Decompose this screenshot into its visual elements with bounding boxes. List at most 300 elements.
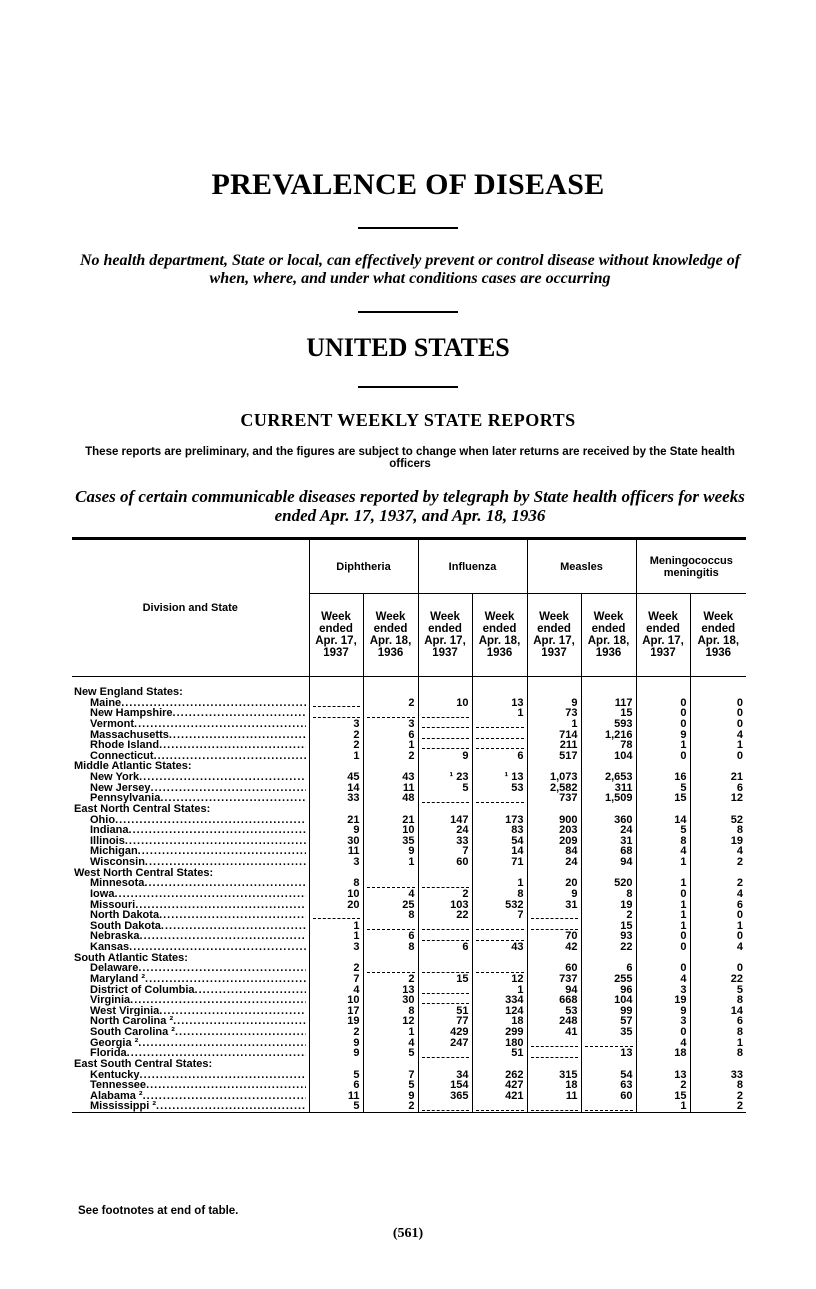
cell-value: 2 (418, 889, 472, 900)
cell-value: 9 (363, 1091, 418, 1102)
cell-value: 15 (636, 793, 690, 804)
state-label: Massachusetts (90, 729, 169, 741)
cell-value (363, 761, 418, 772)
cell-value: 33 (690, 1070, 746, 1081)
cell-value: 365 (418, 1091, 472, 1102)
country-rule (358, 386, 458, 388)
cell-value: 1 (472, 985, 527, 996)
no-report-dash (422, 933, 469, 941)
cell-value: 5 (363, 1048, 418, 1059)
cell-value: 70 (527, 931, 581, 942)
cell-value: 668 (527, 995, 581, 1006)
state-label: Maryland ² (90, 973, 146, 985)
cell-value (472, 921, 527, 932)
cell-value (581, 868, 636, 879)
cell-value: 84 (527, 846, 581, 857)
cell-value (581, 953, 636, 964)
cell-value: 51 (472, 1048, 527, 1059)
division-row (72, 804, 746, 815)
cell-value: 4 (309, 985, 363, 996)
no-report-dash (531, 911, 578, 919)
leader-dots (144, 878, 305, 889)
cell-value (527, 953, 581, 964)
cell-value (363, 963, 418, 974)
cell-value: 42 (527, 942, 581, 953)
state-name (72, 815, 309, 826)
cell-value: 4 (363, 1038, 418, 1049)
cell-value: 41 (527, 1027, 581, 1038)
cell-value: 1 (636, 910, 690, 921)
cell-value: 9 (309, 1038, 363, 1049)
cell-value: 51 (418, 1006, 472, 1017)
state-row (72, 995, 746, 1006)
cell-value: 68 (581, 846, 636, 857)
state-name (72, 793, 309, 804)
cell-value: 9 (527, 698, 581, 709)
cell-value: 1 (636, 900, 690, 911)
cell-value (581, 1059, 636, 1070)
cell-value: 30 (363, 995, 418, 1006)
cell-value: 0 (636, 698, 690, 709)
cell-value: 54 (472, 836, 527, 847)
cell-value: 24 (527, 857, 581, 868)
state-label: Georgia ² (90, 1037, 139, 1049)
cell-value: 9 (636, 1006, 690, 1017)
cell-value (527, 804, 581, 815)
footnote-reference: See footnotes at end of table. (78, 1205, 239, 1217)
cell-value (636, 953, 690, 964)
state-label: Michigan (90, 846, 138, 857)
cell-value: 2 (690, 1091, 746, 1102)
cell-value: 315 (527, 1070, 581, 1081)
cell-value: 1 (636, 878, 690, 889)
cell-value (527, 677, 581, 698)
cell-value (472, 1101, 527, 1112)
cell-value: 53 (527, 1006, 581, 1017)
cell-value: 3 (309, 942, 363, 953)
cell-value: 21 (690, 772, 746, 783)
cell-value: 20 (527, 878, 581, 889)
division-row (72, 953, 746, 964)
cell-value (636, 761, 690, 772)
cell-value: 77 (418, 1016, 472, 1027)
cell-value: 16 (636, 772, 690, 783)
cell-value: 3 (309, 857, 363, 868)
no-report-dash (476, 731, 524, 739)
cell-value (418, 708, 472, 719)
state-row (72, 846, 746, 857)
cell-value: 52 (690, 815, 746, 826)
division-name (72, 868, 309, 879)
cell-value: 14 (309, 783, 363, 794)
cell-value: 6 (418, 942, 472, 953)
leader-dots (159, 740, 305, 751)
cell-value: 93 (581, 931, 636, 942)
cell-value: 3 (636, 1016, 690, 1027)
cell-value: 31 (581, 836, 636, 847)
cell-value: 8 (636, 836, 690, 847)
no-report-dash (422, 922, 469, 930)
state-row (72, 931, 746, 942)
state-label: Ohio (90, 814, 116, 826)
state-row (72, 878, 746, 889)
state-label: Indiana (90, 825, 129, 836)
state-label: Pennsylvania (90, 793, 161, 804)
cell-value: 5 (363, 1080, 418, 1091)
cell-value: 1,073 (527, 772, 581, 783)
cell-value: 3 (309, 719, 363, 730)
cell-value: 60 (527, 963, 581, 974)
cell-value: 421 (472, 1091, 527, 1102)
state-label: Kansas (90, 942, 130, 953)
state-row (72, 698, 746, 709)
cell-value: 33 (309, 793, 363, 804)
cell-value (418, 793, 472, 804)
state-row (72, 1016, 746, 1027)
cell-value: 24 (418, 825, 472, 836)
leader-dots (160, 793, 305, 804)
state-row (72, 708, 746, 719)
state-row (72, 963, 746, 974)
cell-value: 2 (363, 751, 418, 762)
state-row (72, 1070, 746, 1081)
state-label: North Carolina ² (90, 1016, 174, 1027)
state-label: North Dakota (90, 910, 160, 921)
leader-dots (140, 931, 306, 942)
cell-value: 104 (581, 995, 636, 1006)
cell-value: 154 (418, 1080, 472, 1091)
cell-value: 21 (309, 815, 363, 826)
cell-value: 35 (581, 1027, 636, 1038)
cell-value: 2 (690, 878, 746, 889)
cell-value (472, 719, 527, 730)
cell-value: 8 (363, 910, 418, 921)
cell-value: 8 (309, 878, 363, 889)
cell-value (309, 804, 363, 815)
cell-value: 1 (690, 921, 746, 932)
cell-value: 9 (309, 825, 363, 836)
state-label: Alabama ² (90, 1090, 143, 1102)
cell-value: 0 (636, 708, 690, 719)
cell-value (418, 985, 472, 996)
cell-value: 35 (363, 836, 418, 847)
leader-dots (138, 1038, 305, 1049)
state-label: Vermont (90, 718, 135, 730)
cell-value: 6 (363, 730, 418, 741)
state-name (72, 1091, 309, 1102)
cell-value (418, 677, 472, 698)
state-row (72, 942, 746, 953)
leader-dots (173, 708, 306, 719)
cell-value: 1,216 (581, 730, 636, 741)
leader-dots (139, 772, 305, 783)
no-report-dash (476, 720, 524, 728)
cell-value: 9 (363, 846, 418, 857)
cell-value: 517 (527, 751, 581, 762)
no-report-dash (531, 1039, 578, 1047)
division-name (72, 677, 309, 698)
division-label: West North Central States: (74, 867, 214, 879)
cell-value: 2 (363, 974, 418, 985)
cell-value (636, 677, 690, 698)
cell-value: 2 (363, 698, 418, 709)
cell-value: 2 (309, 963, 363, 974)
country-heading: UNITED STATES (306, 333, 510, 362)
state-name (72, 1038, 309, 1049)
cell-value: 1 (309, 921, 363, 932)
no-report-dash (422, 986, 469, 994)
cell-value: 2 (636, 1080, 690, 1091)
cell-value: 173 (472, 815, 527, 826)
page-title: PREVALENCE OF DISEASE (211, 168, 605, 201)
cell-value (363, 708, 418, 719)
cell-value: 0 (636, 931, 690, 942)
no-report-dash (367, 965, 415, 973)
week-header: Week ended Apr. 18, 1936 (690, 594, 746, 677)
cell-value: 20 (309, 900, 363, 911)
cell-value: 63 (581, 1080, 636, 1091)
state-row (72, 985, 746, 996)
no-report-dash (422, 710, 469, 718)
no-report-dash (476, 922, 524, 930)
state-name (72, 921, 309, 932)
leader-dots (146, 1080, 305, 1091)
no-report-dash (476, 1103, 524, 1111)
state-name (72, 708, 309, 719)
leader-dots (135, 900, 305, 911)
leader-dots (125, 836, 306, 847)
cell-value (581, 1101, 636, 1112)
no-report-dash (476, 795, 524, 803)
cell-value: 299 (472, 1027, 527, 1038)
cell-value: 18 (472, 1016, 527, 1027)
cell-value: 104 (581, 751, 636, 762)
cell-value: 3 (636, 985, 690, 996)
no-report-dash (422, 1050, 469, 1058)
cell-value: 8 (690, 995, 746, 1006)
cell-value: 427 (472, 1080, 527, 1091)
cell-value: 5 (309, 1101, 363, 1112)
no-report-dash (313, 710, 360, 718)
leader-dots (130, 995, 305, 1006)
cell-value: 94 (581, 857, 636, 868)
cell-value (363, 868, 418, 879)
cell-value (418, 963, 472, 974)
cell-value: 4 (636, 846, 690, 857)
cell-value: 94 (527, 985, 581, 996)
cell-value (418, 1059, 472, 1070)
cell-value (690, 868, 746, 879)
week-header: Week ended Apr. 18, 1936 (472, 594, 527, 677)
cell-value: 311 (581, 783, 636, 794)
cell-value: 0 (636, 1027, 690, 1038)
cell-value: 33 (418, 836, 472, 847)
week-header: Week ended Apr. 18, 1936 (363, 594, 418, 677)
no-report-dash (476, 741, 524, 749)
state-name (72, 1048, 309, 1059)
division-and-state-header: Division and State (72, 539, 309, 677)
division-row (72, 761, 746, 772)
division-label: South Atlantic States: (74, 952, 188, 964)
division-label: New England States: (74, 686, 183, 698)
cell-value: 43 (472, 942, 527, 953)
leader-dots (127, 1048, 306, 1059)
leader-dots (138, 846, 306, 857)
state-row (72, 921, 746, 932)
leader-dots (161, 921, 306, 932)
cell-value (363, 804, 418, 815)
cell-value: 0 (690, 963, 746, 974)
state-label: Illinois (90, 835, 125, 847)
leader-dots (134, 719, 305, 730)
week-header: Week ended Apr. 18, 1936 (581, 594, 636, 677)
state-row (72, 1080, 746, 1091)
cell-value (363, 953, 418, 964)
cell-value: 14 (690, 1006, 746, 1017)
cell-value: 0 (690, 751, 746, 762)
disease-header-meningitis: Meningococcus meningitis (636, 539, 746, 594)
cell-value (690, 761, 746, 772)
cell-value (309, 708, 363, 719)
state-label: South Carolina ² (90, 1027, 175, 1038)
cell-value: 2,653 (581, 772, 636, 783)
cell-value: 1 (309, 751, 363, 762)
cell-value: 9 (309, 1048, 363, 1059)
state-row (72, 900, 746, 911)
cell-value: 31 (527, 900, 581, 911)
cell-value: 1 (472, 708, 527, 719)
cell-value: 53 (472, 783, 527, 794)
cell-value: 9 (527, 889, 581, 900)
cell-value: 6 (690, 783, 746, 794)
state-row (72, 825, 746, 836)
cell-value: 180 (472, 1038, 527, 1049)
cell-value (690, 1059, 746, 1070)
cell-value: 248 (527, 1016, 581, 1027)
cell-value: 30 (309, 836, 363, 847)
state-name (72, 751, 309, 762)
state-label: New Hampshire (90, 708, 173, 719)
cell-value: 13 (472, 698, 527, 709)
cell-value: 6 (581, 963, 636, 974)
cell-value (472, 740, 527, 751)
cell-value: 6 (690, 900, 746, 911)
state-row (72, 974, 746, 985)
no-report-dash (422, 720, 469, 728)
cell-value: 262 (472, 1070, 527, 1081)
state-label: South Dakota (90, 920, 161, 932)
cell-value: 14 (472, 846, 527, 857)
cell-value (418, 931, 472, 942)
cell-value: 19 (636, 995, 690, 1006)
cell-value: 3 (363, 719, 418, 730)
no-report-dash (422, 996, 469, 1004)
state-name (72, 857, 309, 868)
cell-value: 8 (363, 942, 418, 953)
cell-value (690, 953, 746, 964)
state-row (72, 1038, 746, 1049)
cell-value: 117 (581, 698, 636, 709)
cell-value (527, 1101, 581, 1112)
week-header: Week ended Apr. 17, 1937 (527, 594, 581, 677)
cell-value: 19 (309, 1016, 363, 1027)
state-name (72, 1016, 309, 1027)
cell-value: 1 (690, 740, 746, 751)
cell-value: 4 (690, 730, 746, 741)
cell-value (363, 921, 418, 932)
cell-value: 13 (581, 1048, 636, 1059)
cell-value (690, 677, 746, 698)
division-name (72, 953, 309, 964)
state-row (72, 1027, 746, 1038)
cell-value: 2 (309, 730, 363, 741)
state-label: New Jersey (90, 782, 151, 794)
cell-value (418, 878, 472, 889)
cell-value: 0 (636, 889, 690, 900)
cell-value: ¹ 13 (472, 772, 527, 783)
cell-value: 2 (309, 1027, 363, 1038)
cell-value (363, 1059, 418, 1070)
cell-value: 209 (527, 836, 581, 847)
cell-value (309, 761, 363, 772)
cell-value: 0 (636, 963, 690, 974)
state-row (72, 1048, 746, 1059)
cell-value (309, 910, 363, 921)
cell-value: 532 (472, 900, 527, 911)
leader-dots (114, 889, 305, 900)
state-name (72, 985, 309, 996)
cell-value: 43 (363, 772, 418, 783)
division-label: Middle Atlantic States: (74, 761, 192, 772)
cell-value (527, 868, 581, 879)
state-name (72, 1070, 309, 1081)
cell-value: 0 (690, 910, 746, 921)
state-name (72, 730, 309, 741)
cell-value: 8 (690, 825, 746, 836)
leader-dots (159, 1006, 305, 1017)
state-row (72, 783, 746, 794)
week-header: Week ended Apr. 17, 1937 (309, 594, 363, 677)
cell-value: 13 (363, 985, 418, 996)
state-name (72, 942, 309, 953)
cell-value (472, 730, 527, 741)
cell-value: 2 (363, 1101, 418, 1112)
leader-dots (156, 1101, 305, 1112)
cell-value: 15 (581, 708, 636, 719)
cell-value: 1 (363, 740, 418, 751)
cell-value (527, 910, 581, 921)
cell-value: 5 (636, 825, 690, 836)
leader-dots (138, 963, 305, 974)
cell-value (472, 761, 527, 772)
no-report-dash (313, 911, 360, 919)
state-label: Delaware (90, 963, 139, 974)
cell-value (418, 730, 472, 741)
state-row (72, 1091, 746, 1102)
cell-value: 21 (363, 815, 418, 826)
cell-value (309, 677, 363, 698)
state-label: Tennessee (90, 1080, 147, 1091)
state-name (72, 995, 309, 1006)
state-row (72, 793, 746, 804)
cell-value: 96 (581, 985, 636, 996)
cell-value: 0 (690, 931, 746, 942)
cell-value: 0 (636, 942, 690, 953)
state-label: West Virginia (90, 1005, 160, 1017)
subtitle-rule (358, 311, 458, 313)
cell-value: 24 (581, 825, 636, 836)
cell-value: 147 (418, 815, 472, 826)
